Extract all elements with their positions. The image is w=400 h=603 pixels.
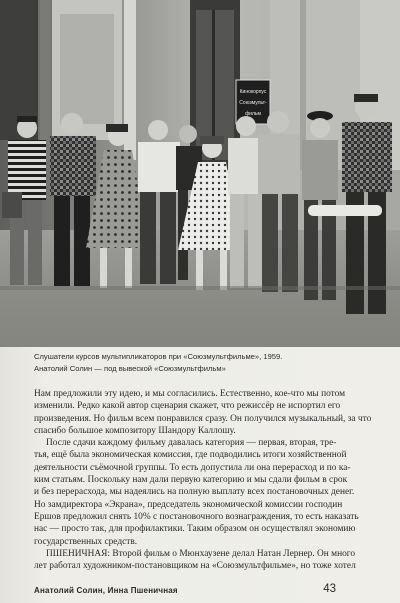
body-line: Ершов предложил снять 10% с постановочного вознаграждения, то есть наказать (34, 511, 359, 522)
body-line: нас — просто так, для профилактики. Таким образом он осуществлял экономию (34, 524, 356, 535)
body-line: лет работал художником-постановщиком на «Союзмультфильме», но тоже хотел (34, 561, 356, 572)
page-number: 43 (323, 583, 336, 595)
caption-line-1: Слушатели курсов мультипликаторов при «Союзмультфильме», 1959. (34, 352, 283, 361)
svg-text:Союзмульт-: Союзмульт- (239, 100, 267, 106)
body-line: деятельности съёмочной группы. То есть допустила ли она перерасход и по ка- (34, 462, 351, 473)
body-line: тья, ещё была экономическая комиссия, где подводились итоги хозяйственной (34, 450, 347, 461)
body-line: спасибо большое композитору Шандору Каллошу. (34, 425, 236, 436)
body-line: изменили. Редко какой автор сценария скажет, что режиссёр не испортил его (34, 401, 341, 412)
svg-text:Кинокорпус: Кинокорпус (239, 89, 267, 95)
running-footer-authors: Анатолий Солин, Инна Пшеничная (34, 586, 178, 595)
body-line: произведения. Но фильм всем понравился сразу. Он получился музыкальный, за что (34, 413, 372, 424)
body-line: Но замдиректора «Экрана», председатель экономической комиссии господин (34, 499, 343, 510)
body-line: и без перерасхода, мы надеялись на полную выплату всех постановочных денег. (34, 487, 355, 498)
page-footer (34, 583, 394, 597)
body-text (34, 388, 394, 572)
svg-text:фильм: фильм (245, 111, 261, 117)
caption-line-2: Анатолий Солин — под вывеской «Союзмультфильм» (34, 364, 226, 373)
body-line: После сдачи каждому фильму давалась категория — первая, вторая, тре- (46, 438, 337, 449)
body-line: ПШЕНИЧНАЯ: Второй фильм о Мюнхаузене делал Натан Лернер. Он много (46, 548, 356, 559)
body-line: государственных средств. (34, 536, 138, 547)
body-line: Нам предложили эту идею, и мы согласились. Естественно, кое-что мы потом (34, 389, 346, 399)
photo-caption (34, 351, 394, 375)
body-line: ким статьям. Поскольку нам дали первую категорию и мы сдали фильм в срок (34, 475, 348, 486)
